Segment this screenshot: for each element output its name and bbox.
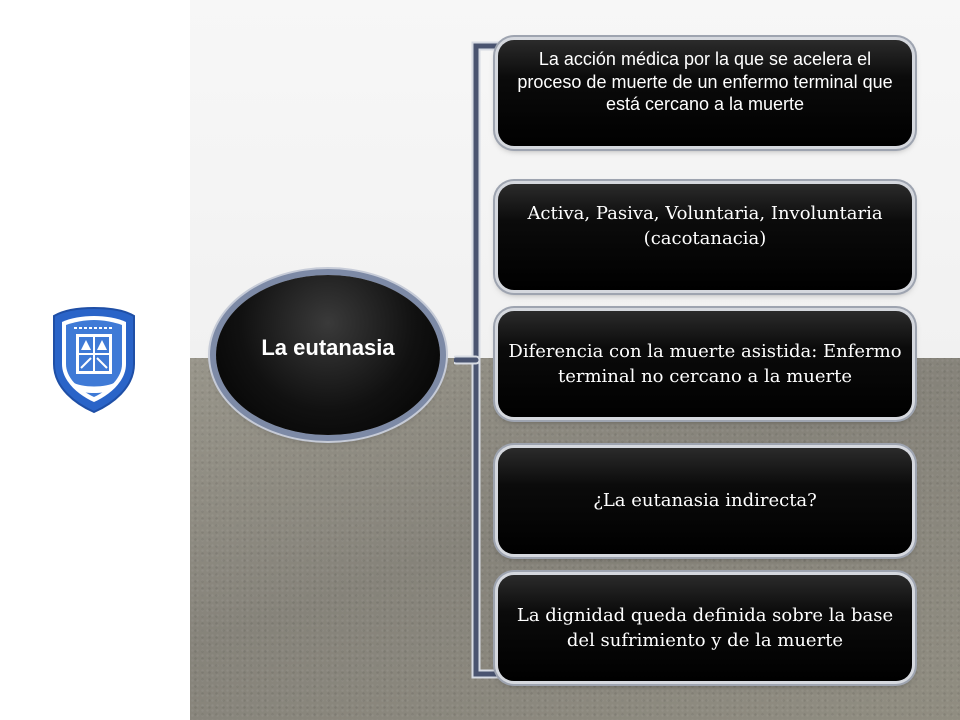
types-text: Activa, Pasiva, Voluntaria, Involuntaria (cacotanacia) <box>527 202 883 249</box>
indirect-euthanasia-box <box>498 448 912 554</box>
definition-text: La acción médica por la que se acelera el proceso de muerte de un enfermo terminal que está cercano a la muerte <box>517 49 893 115</box>
types-box <box>498 184 912 290</box>
central-topic-label: La eutanasia <box>261 335 395 360</box>
university-shield-logo-icon <box>50 306 138 414</box>
dignity-box <box>498 575 912 681</box>
central-topic-node <box>216 275 440 435</box>
definition-box <box>498 40 912 146</box>
indirect-euthanasia-text: ¿La eutanasia indirecta? <box>593 490 817 512</box>
difference-box <box>498 311 912 417</box>
difference-text: Diferencia con la muerte asistida: Enfermo terminal no cercano a la muerte <box>508 340 902 387</box>
dignity-text: La dignidad queda definida sobre la base del sufrimiento y de la muerte <box>516 604 894 651</box>
